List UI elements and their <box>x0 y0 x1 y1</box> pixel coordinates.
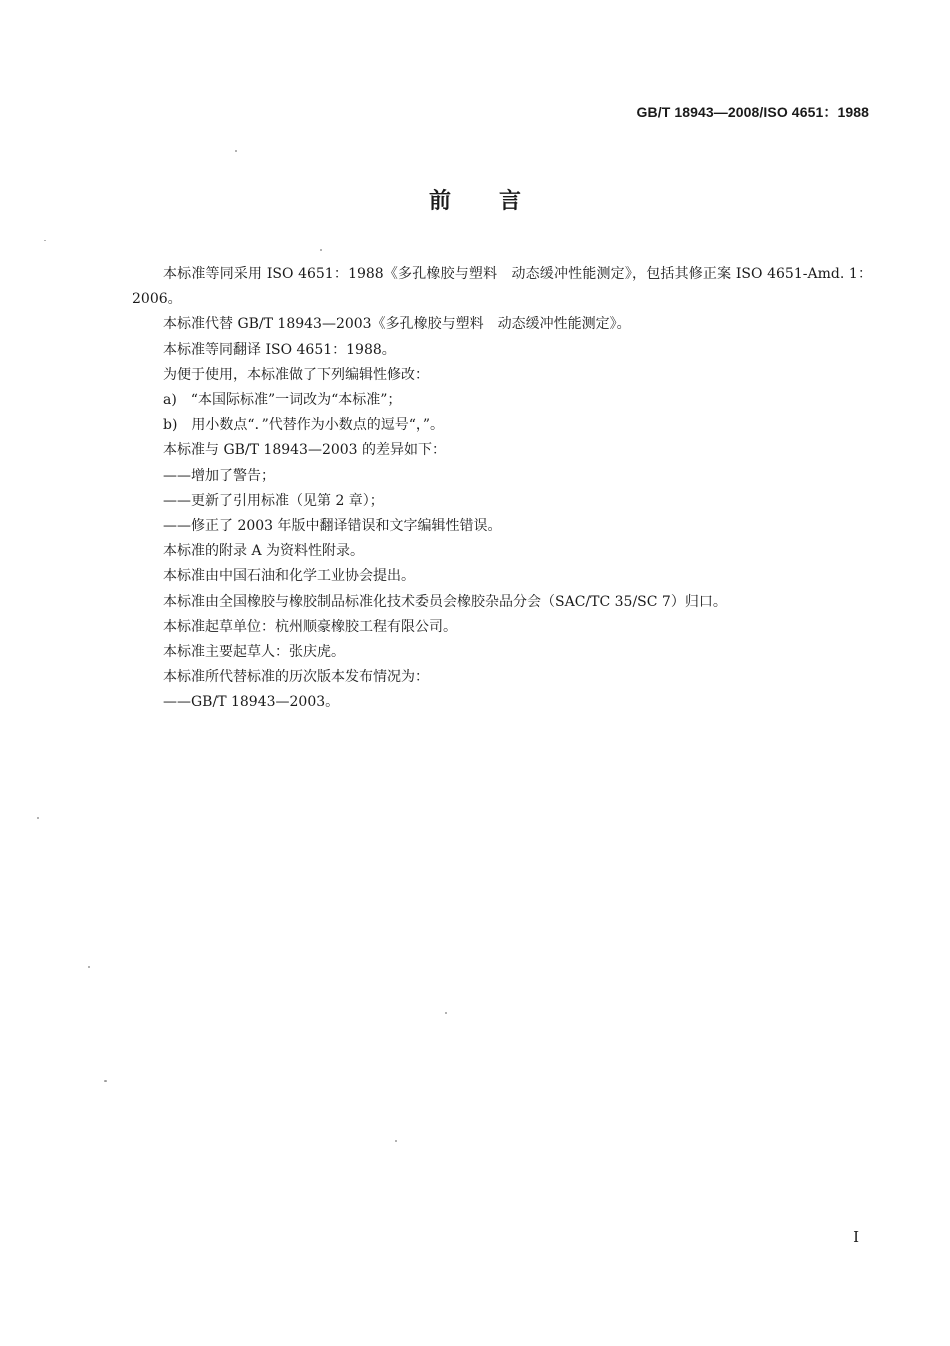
scan-speck <box>37 817 39 819</box>
paragraph: 本标准由全国橡胶与橡胶制品标准化技术委员会橡胶杂品分会（SAC/TC 35/SC 7）归口。 <box>163 593 727 610</box>
paragraph: 本标准等同采用 ISO 4651：1988《多孔橡胶与塑料 动态缓冲性能测定》，包括其修正案 ISO 4651-Amd. 1：2006。 <box>132 266 872 308</box>
paragraph: 本标准主要起草人：张庆虎。 <box>163 644 345 661</box>
list-item: ——GB/T 18943—2003。 <box>163 694 340 711</box>
paragraph: 为便于使用，本标准做了下列编辑性修改： <box>163 366 429 383</box>
page-number: I <box>853 1228 859 1246</box>
list-item: ——更新了引用标准（见第 2 章）； <box>163 492 384 509</box>
scan-speck <box>44 240 46 241</box>
standard-code-header: GB/T 18943—2008/ISO 4651：1988 <box>636 104 869 120</box>
list-item: ——修正了 2003 年版中翻译错误和文字编辑性错误。 <box>163 518 502 535</box>
scan-speck <box>88 966 90 968</box>
scan-speck <box>104 1080 107 1082</box>
list-item: a) “本国际标准”一词改为“本标准”； <box>163 392 402 409</box>
paragraph: 本标准起草单位：杭州顺豪橡胶工程有限公司。 <box>163 618 457 635</box>
paragraph: 本标准的附录 A 为资料性附录。 <box>163 543 365 560</box>
paragraph: 本标准所代替标准的历次版本发布情况为： <box>163 669 429 686</box>
list-item: ——增加了警告； <box>163 467 275 484</box>
paragraph: 本标准代替 GB/T 18943—2003《多孔橡胶与塑料 动态缓冲性能测定》。 <box>163 316 631 333</box>
scan-speck <box>445 1012 447 1014</box>
scan-speck <box>320 249 322 251</box>
document-body <box>132 262 872 716</box>
page-title: 前言 <box>428 189 569 214</box>
paragraph: 本标准由中国石油和化学工业协会提出。 <box>163 568 415 585</box>
paragraph: 本标准等同翻译 ISO 4651：1988。 <box>163 341 396 358</box>
scan-speck <box>235 150 237 152</box>
paragraph: 本标准与 GB/T 18943—2003 的差异如下： <box>163 442 447 459</box>
list-item: b) 用小数点“．”代替作为小数点的逗号“，”。 <box>163 417 445 434</box>
scan-speck <box>395 1140 397 1142</box>
